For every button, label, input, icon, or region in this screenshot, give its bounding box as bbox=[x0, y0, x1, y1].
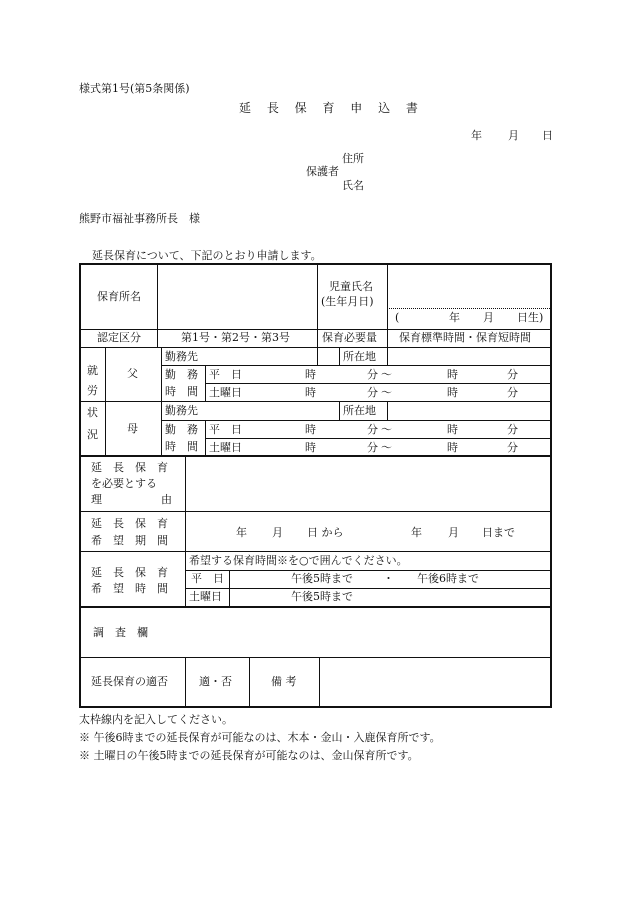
date-month: 月 bbox=[508, 129, 519, 142]
note-line: ※ 午後6時までの延長保育が可能なのは、木本・金山・入鹿保育所です。 bbox=[79, 731, 441, 744]
need-label: 保育必要量 bbox=[322, 331, 377, 344]
hours-label: 延 長 保 育 bbox=[91, 566, 168, 579]
period-year: 年 bbox=[236, 526, 247, 539]
mother-workplace-label: 勤務先 bbox=[165, 404, 198, 417]
approval-value: 適・否 bbox=[199, 675, 232, 688]
work-status-char: 状 bbox=[87, 406, 98, 419]
reason-label: を必要とする bbox=[91, 477, 157, 490]
application-form bbox=[79, 263, 552, 708]
period-month: 月 bbox=[272, 526, 283, 539]
father-location-label: 所在地 bbox=[343, 350, 376, 363]
minute-unit: 分 bbox=[507, 423, 518, 436]
child-name-field[interactable] bbox=[389, 267, 549, 307]
minute-unit: 分 bbox=[367, 423, 378, 436]
hour-unit: 時 bbox=[305, 386, 316, 399]
hour-unit: 時 bbox=[305, 423, 316, 436]
father-location-field[interactable] bbox=[389, 349, 549, 364]
mother-work-time-label: 勤 務 bbox=[165, 423, 198, 436]
hours-instruction: 希望する保育時間※を○で囲んでください。 bbox=[189, 554, 408, 567]
child-name-label: 児童氏名 bbox=[329, 280, 373, 293]
mother-label: 母 bbox=[127, 422, 138, 435]
period-month: 月 bbox=[448, 526, 459, 539]
addressee: 熊野市福祉事務所長 様 bbox=[79, 212, 200, 225]
cert-label: 認定区分 bbox=[97, 331, 141, 344]
approval-label: 延長保育の適否 bbox=[91, 675, 168, 688]
survey-label: 調 査 欄 bbox=[93, 626, 148, 639]
date-year: 年 bbox=[471, 129, 482, 142]
work-status-char: 労 bbox=[87, 384, 98, 397]
option-separator: ・ bbox=[383, 572, 394, 585]
weekday-option-6pm[interactable]: 午後6時まで bbox=[417, 572, 479, 585]
weekday-option-5pm[interactable]: 午後5時まで bbox=[291, 572, 353, 585]
minute-unit: 分 bbox=[507, 441, 518, 454]
page-title: 延 長 保 育 申 込 書 bbox=[239, 101, 424, 115]
father-workplace-field[interactable] bbox=[207, 349, 337, 364]
work-status-char: 就 bbox=[87, 364, 98, 377]
hours-saturday-label: 土曜日 bbox=[189, 590, 222, 603]
mother-weekday-label: 平 日 bbox=[209, 423, 242, 436]
period-year: 年 bbox=[411, 526, 422, 539]
reason-label: 由 bbox=[161, 493, 172, 506]
name-label: 氏名 bbox=[342, 179, 364, 192]
period-label: 延 長 保 育 bbox=[91, 517, 168, 530]
tilde: ～ bbox=[381, 441, 392, 454]
tilde: ～ bbox=[381, 423, 392, 436]
hour-unit: 時 bbox=[305, 441, 316, 454]
father-label: 父 bbox=[127, 367, 138, 380]
address-label: 住所 bbox=[342, 152, 364, 165]
minute-unit: 分 bbox=[507, 386, 518, 399]
birth-open-paren: ( bbox=[395, 311, 400, 324]
birth-year: 年 bbox=[449, 311, 460, 324]
father-workplace-label: 勤務先 bbox=[165, 350, 198, 363]
father-work-time-label: 勤 務 bbox=[165, 368, 198, 381]
hour-unit: 時 bbox=[305, 368, 316, 381]
hours-label: 希 望 時 間 bbox=[91, 582, 168, 595]
nursery-label: 保育所名 bbox=[97, 290, 141, 303]
period-from: 日 から bbox=[307, 526, 344, 539]
reason-label: 理 bbox=[91, 493, 102, 506]
note-line: ※ 土曜日の午後5時までの延長保育が可能なのは、金山保育所です。 bbox=[79, 749, 419, 762]
form-number: 様式第1号(第5条関係) bbox=[79, 82, 190, 95]
minute-unit: 分 bbox=[367, 441, 378, 454]
minute-unit: 分 bbox=[367, 386, 378, 399]
mother-saturday-label: 土曜日 bbox=[209, 441, 242, 454]
hour-unit: 時 bbox=[447, 386, 458, 399]
tilde: ～ bbox=[381, 368, 392, 381]
birth-date-label: (生年月日) bbox=[321, 295, 374, 308]
guardian-label: 保護者 bbox=[306, 165, 339, 178]
intro-text: 延長保育について、下記のとおり申請します。 bbox=[92, 249, 322, 262]
hour-unit: 時 bbox=[447, 441, 458, 454]
hours-weekday-label: 平 日 bbox=[191, 572, 224, 585]
nursery-name-field[interactable] bbox=[159, 267, 315, 327]
need-options[interactable]: 保育標準時間・保育短時間 bbox=[399, 331, 531, 344]
work-status-char: 況 bbox=[87, 428, 98, 441]
saturday-option-5pm[interactable]: 午後5時まで bbox=[291, 590, 353, 603]
cert-options[interactable]: 第1号・第2号・第3号 bbox=[181, 331, 290, 344]
tilde: ～ bbox=[381, 386, 392, 399]
father-weekday-label: 平 日 bbox=[209, 368, 242, 381]
remarks-label: 備 考 bbox=[271, 675, 297, 688]
minute-unit: 分 bbox=[507, 368, 518, 381]
mother-location-field[interactable] bbox=[389, 403, 549, 418]
birth-month: 月 bbox=[483, 311, 494, 324]
minute-unit: 分 bbox=[367, 368, 378, 381]
period-label: 希 望 期 間 bbox=[91, 534, 168, 547]
reason-label: 延 長 保 育 bbox=[91, 461, 168, 474]
mother-location-label: 所在地 bbox=[343, 404, 376, 417]
hour-unit: 時 bbox=[447, 423, 458, 436]
birth-day: 日生) bbox=[517, 311, 544, 324]
father-saturday-label: 土曜日 bbox=[209, 386, 242, 399]
mother-workplace-field[interactable] bbox=[207, 403, 337, 418]
note-line: 太枠線内を記入してください。 bbox=[79, 713, 233, 726]
period-to: 日まで bbox=[482, 526, 515, 539]
mother-work-time-label: 時 間 bbox=[165, 440, 198, 453]
father-work-time-label: 時 間 bbox=[165, 385, 198, 398]
reason-field[interactable] bbox=[187, 457, 549, 509]
date-day: 日 bbox=[542, 129, 553, 142]
hour-unit: 時 bbox=[447, 368, 458, 381]
